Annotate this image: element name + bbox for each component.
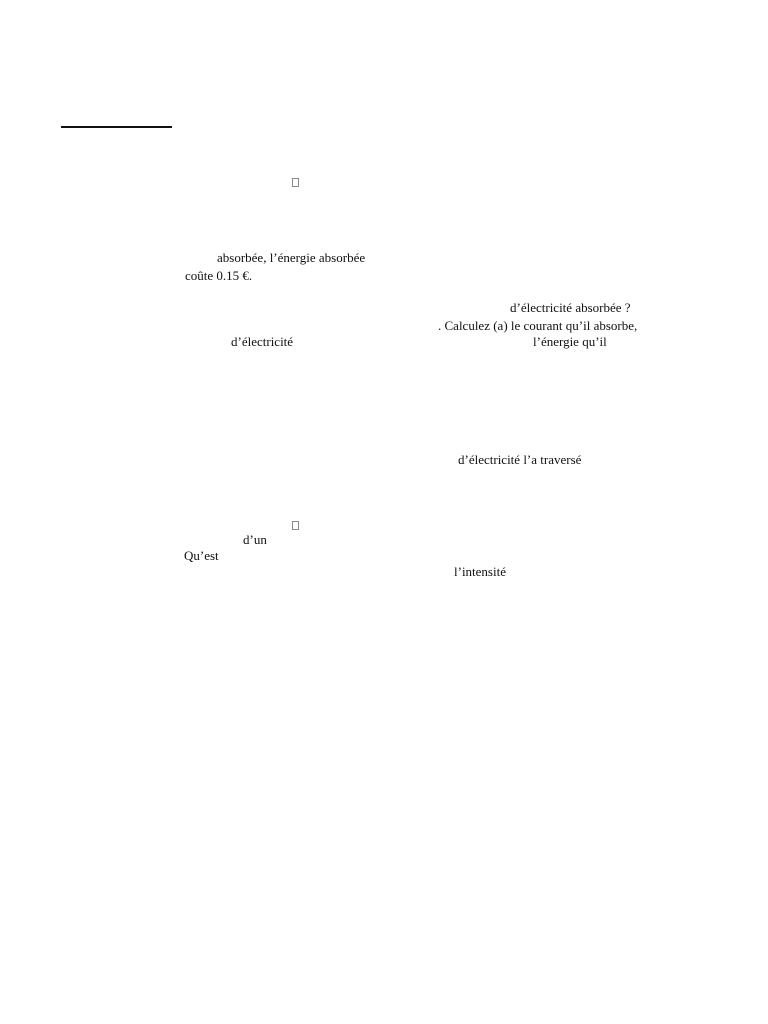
text-fragment-absorbee: absorbée, l’énergie absorbée (217, 250, 366, 265)
missing-glyph-icon (292, 521, 299, 530)
text-fragment-cout: coûte 0.15 €. (185, 268, 253, 283)
text-fragment-dun: d’un (243, 532, 267, 547)
text-fragment-calculez: . Calculez (a) le courant qu’il absorbe, (438, 318, 638, 333)
text-fragment-intensite: l’intensité (454, 564, 506, 579)
text-fragment-quest: Qu’est (184, 548, 219, 563)
missing-glyph-icon (292, 178, 299, 187)
text-fragment-energie: l’énergie qu’il (533, 334, 607, 349)
text-fragment-electricite: d’électricité (231, 334, 294, 349)
title-underline (61, 126, 172, 128)
text-fragment-electricite-absorbee: d’électricité absorbée ? (510, 300, 631, 315)
text-fragment-traverse: d’électricité l’a traversé (458, 452, 582, 467)
